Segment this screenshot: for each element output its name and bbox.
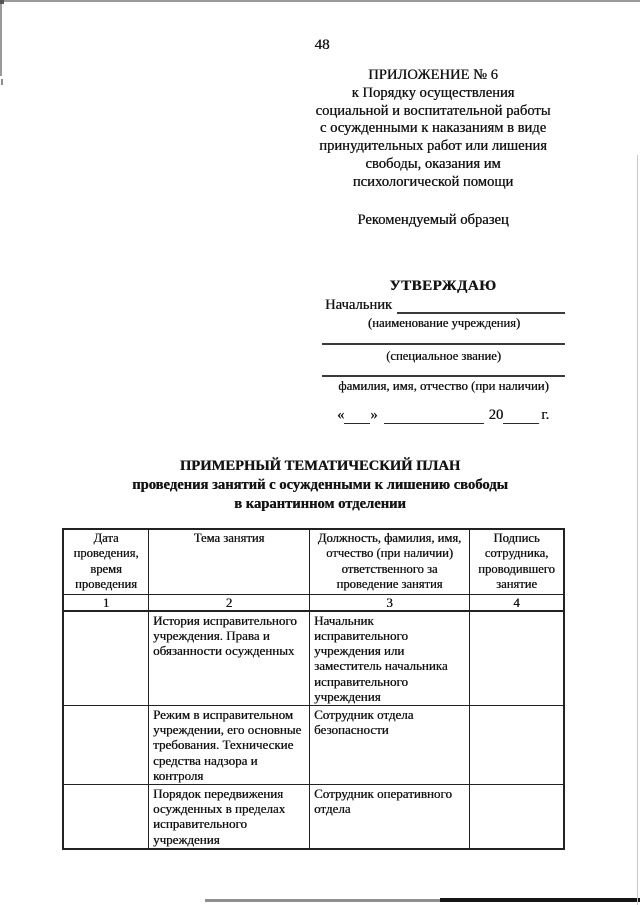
- century-prefix: 20: [488, 407, 504, 423]
- blank-month: [384, 410, 484, 424]
- column-header-signature: Подпись сотрудника, проводившего занятие: [478, 531, 555, 592]
- appendix-line: принудительных работ или лишения: [319, 138, 547, 155]
- open-quote: «: [337, 407, 345, 423]
- close-quote: »: [370, 407, 378, 423]
- column-header-date: Дата проведения, время проведения: [64, 530, 149, 594]
- appendix-line: социальной и воспитательной работы: [315, 102, 551, 119]
- cell-signature: [470, 785, 563, 848]
- plan-title: ПРИМЕРНЫЙ ТЕМАТИЧЕСКИЙ ПЛАН: [179, 458, 461, 474]
- scan-speck: [1, 79, 3, 85]
- approve-heading: УТВЕРЖДАЮ: [389, 278, 497, 294]
- date-line: [337, 407, 549, 424]
- chief-line: [325, 297, 565, 314]
- column-number: 2: [149, 595, 310, 610]
- appendix-line: свободы, оказания им: [365, 155, 501, 172]
- cell-topic: Порядок передвижения осужденных в пределах исправительного учреждения: [149, 785, 310, 848]
- cell-signature: [470, 706, 563, 784]
- cell-responsible: Сотрудник оперативного отдела: [310, 785, 470, 848]
- scan-corner-mark: [0, 0, 4, 4]
- scan-edge-top: [0, 0, 640, 2]
- scan-edge-bottom-light: [205, 899, 465, 902]
- plan-table: [62, 528, 565, 850]
- plan-subtitle: проведения занятий с осужденными к лишению свободы: [132, 477, 508, 493]
- cell-signature: [470, 612, 563, 705]
- column-header-topic: Тема занятия: [149, 530, 310, 594]
- sample-note: Рекомендуемый образец: [357, 212, 509, 228]
- blank-day: [344, 410, 370, 424]
- table-header-row: [64, 530, 563, 595]
- column-numbers-row: [64, 595, 563, 612]
- scan-edge-bottom-dark: [440, 898, 640, 902]
- cell-responsible: Начальник исправительного учреждения или заместитель начальника исправительного учреждения: [310, 612, 470, 705]
- chief-label: Начальник: [325, 297, 393, 313]
- year-suffix: г.: [541, 407, 550, 423]
- table-row: [64, 612, 563, 706]
- name-caption: фамилия, имя, отчество (при наличии): [338, 379, 549, 393]
- cell-date: [64, 612, 149, 705]
- cell-topic: Режим в исправительном учреждении, его основные требования. Технические средства надзора и контроля: [149, 706, 310, 784]
- appendix-line: ПРИЛОЖЕНИЕ № 6: [368, 67, 498, 83]
- appendix-line: к Порядку осуществления: [351, 84, 515, 101]
- rank-caption: (специальное звание): [386, 349, 501, 363]
- cell-responsible: Сотрудник отдела безопасности: [310, 706, 470, 784]
- column-header-responsible: Должность, фамилия, имя, отчество (при наличии) ответственного за проведение занятия: [310, 530, 470, 594]
- page-number: 48: [314, 37, 330, 53]
- plan-title-block: [0, 457, 640, 514]
- appendix-heading: [283, 67, 583, 192]
- blank-line-rank: [322, 343, 565, 345]
- appendix-line: с осужденными к наказаниям в виде: [319, 120, 547, 137]
- institution-caption: (наименование учреждения): [367, 316, 521, 330]
- cell-topic: История исправительного учреждения. Права и обязанности осужденных: [149, 612, 310, 705]
- blank-line-institution: [397, 298, 565, 314]
- appendix-line: психологической помощи: [352, 173, 514, 190]
- column-number: 1: [64, 595, 149, 610]
- table-row: [64, 706, 563, 785]
- table-row: [64, 785, 563, 848]
- column-number: 4: [513, 594, 520, 610]
- blank-year: [503, 410, 539, 424]
- cell-date: [64, 785, 149, 848]
- scan-edge-right: [637, 155, 638, 905]
- cell-date: [64, 706, 149, 784]
- blank-line-name: [322, 375, 565, 377]
- plan-subtitle: в карантинном отделении: [234, 496, 406, 512]
- column-number: 3: [310, 595, 470, 610]
